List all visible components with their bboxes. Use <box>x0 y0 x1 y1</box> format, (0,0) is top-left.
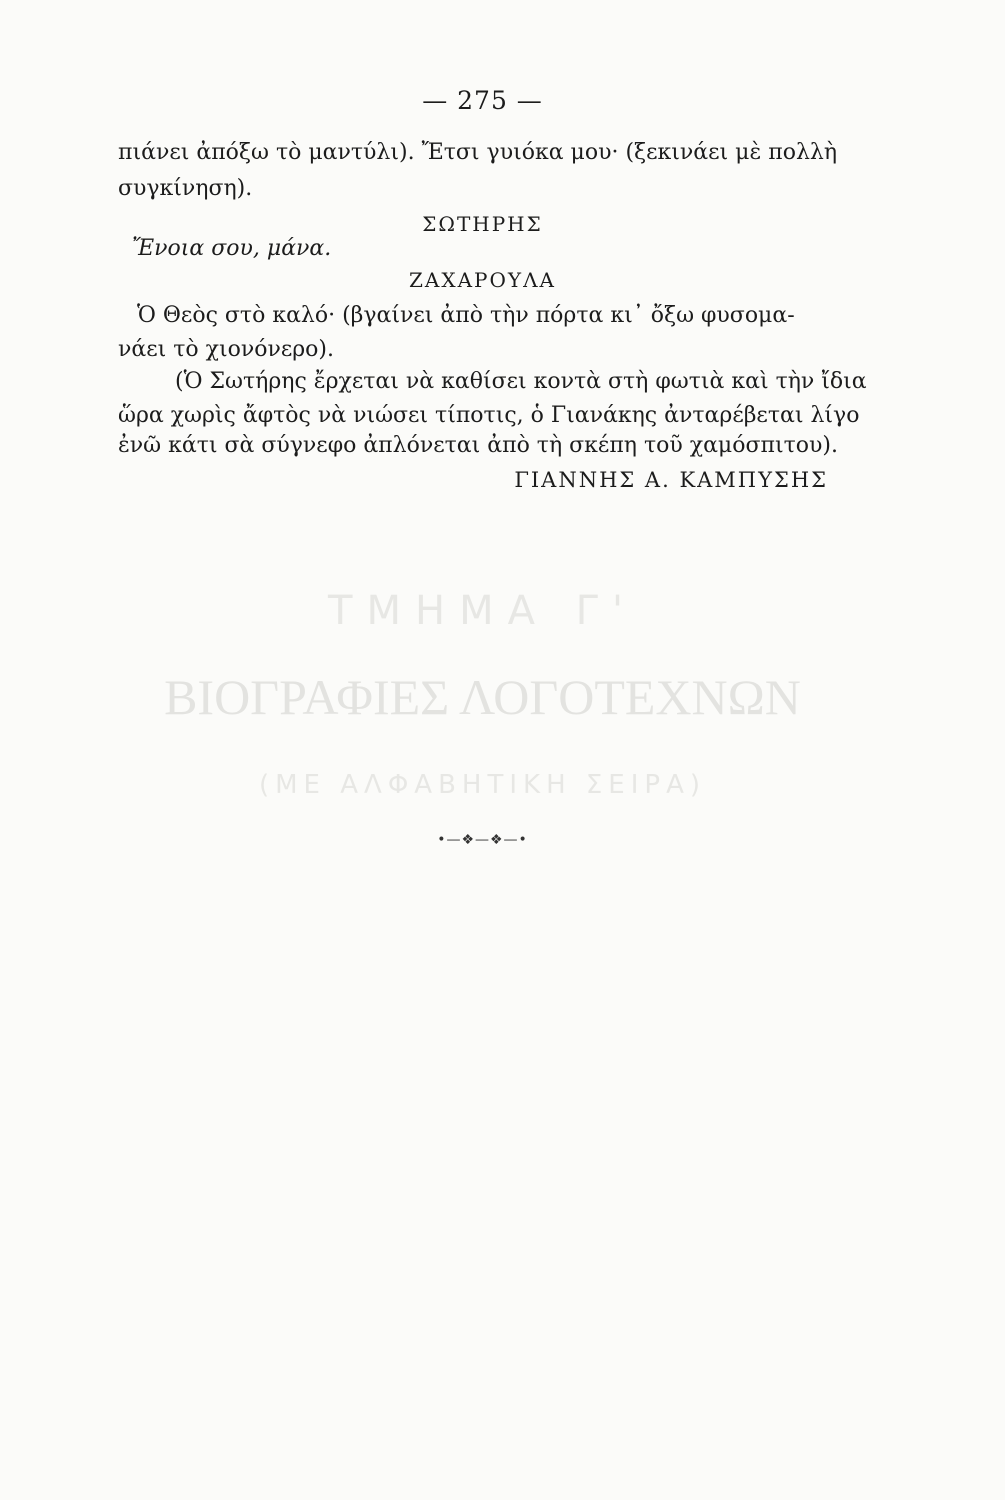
text-line-3: Ἔνοια σου, μάνα. <box>132 236 332 261</box>
text-line-1: πιάνει ἀπόξω τὸ μαντύλι). Ἔτσι γυιόκα μου· (ξεκινάει μὲ πολλὴ <box>118 140 838 165</box>
bleed-through-subtitle: (ΜΕ ΑΛΦΑΒΗΤΙΚΗ ΣΕΙΡΑ) <box>258 770 707 800</box>
text-line-6: (Ὁ Σωτήρης ἔρχεται νὰ καθίσει κοντὰ στὴ φωτιὰ καὶ τὴν ἴδια <box>175 369 867 394</box>
speaker-zacharoula: ΖΑΧΑΡΟΥΛΑ <box>409 268 556 292</box>
bleed-through-section: ΤΜΗΜΑ Γ' <box>328 588 637 634</box>
speaker-sotiris: ΣΩΤΗΡΗΣ <box>422 212 543 236</box>
text-line-8: ἐνῶ κάτι σὰ σύγνεφο ἀπλόνεται ἀπὸ τὴ σκέπη τοῦ χαμόσπιτου). <box>118 433 838 458</box>
bleed-through-title: ΒΙΟΓΡΑΦΙΕΣ ΛΟΓΟΤΕΧΝΩΝ <box>164 669 801 725</box>
text-line-4: Ὁ Θεὸς στὸ καλό· (βγαίνει ἀπὸ τὴν πόρτα κι᾽ ὄξω φυσομα- <box>137 303 795 328</box>
ornament-divider: •—❖—❖—• <box>437 832 528 848</box>
text-line-5: νάει τὸ χιονόνερο). <box>118 337 335 362</box>
page-number: — 275 — <box>422 86 543 115</box>
text-line-2: συγκίνηση). <box>118 176 253 201</box>
text-line-7: ὥρα χωρὶς ἄφτὸς νὰ νιώσει τίποτις, ὁ Γιανάκης ἀνταρέβεται λίγο <box>118 403 860 428</box>
author-signature: ΓΙΑΝΝΗΣ Α. ΚΑΜΠΥΣΗΣ <box>514 468 828 492</box>
